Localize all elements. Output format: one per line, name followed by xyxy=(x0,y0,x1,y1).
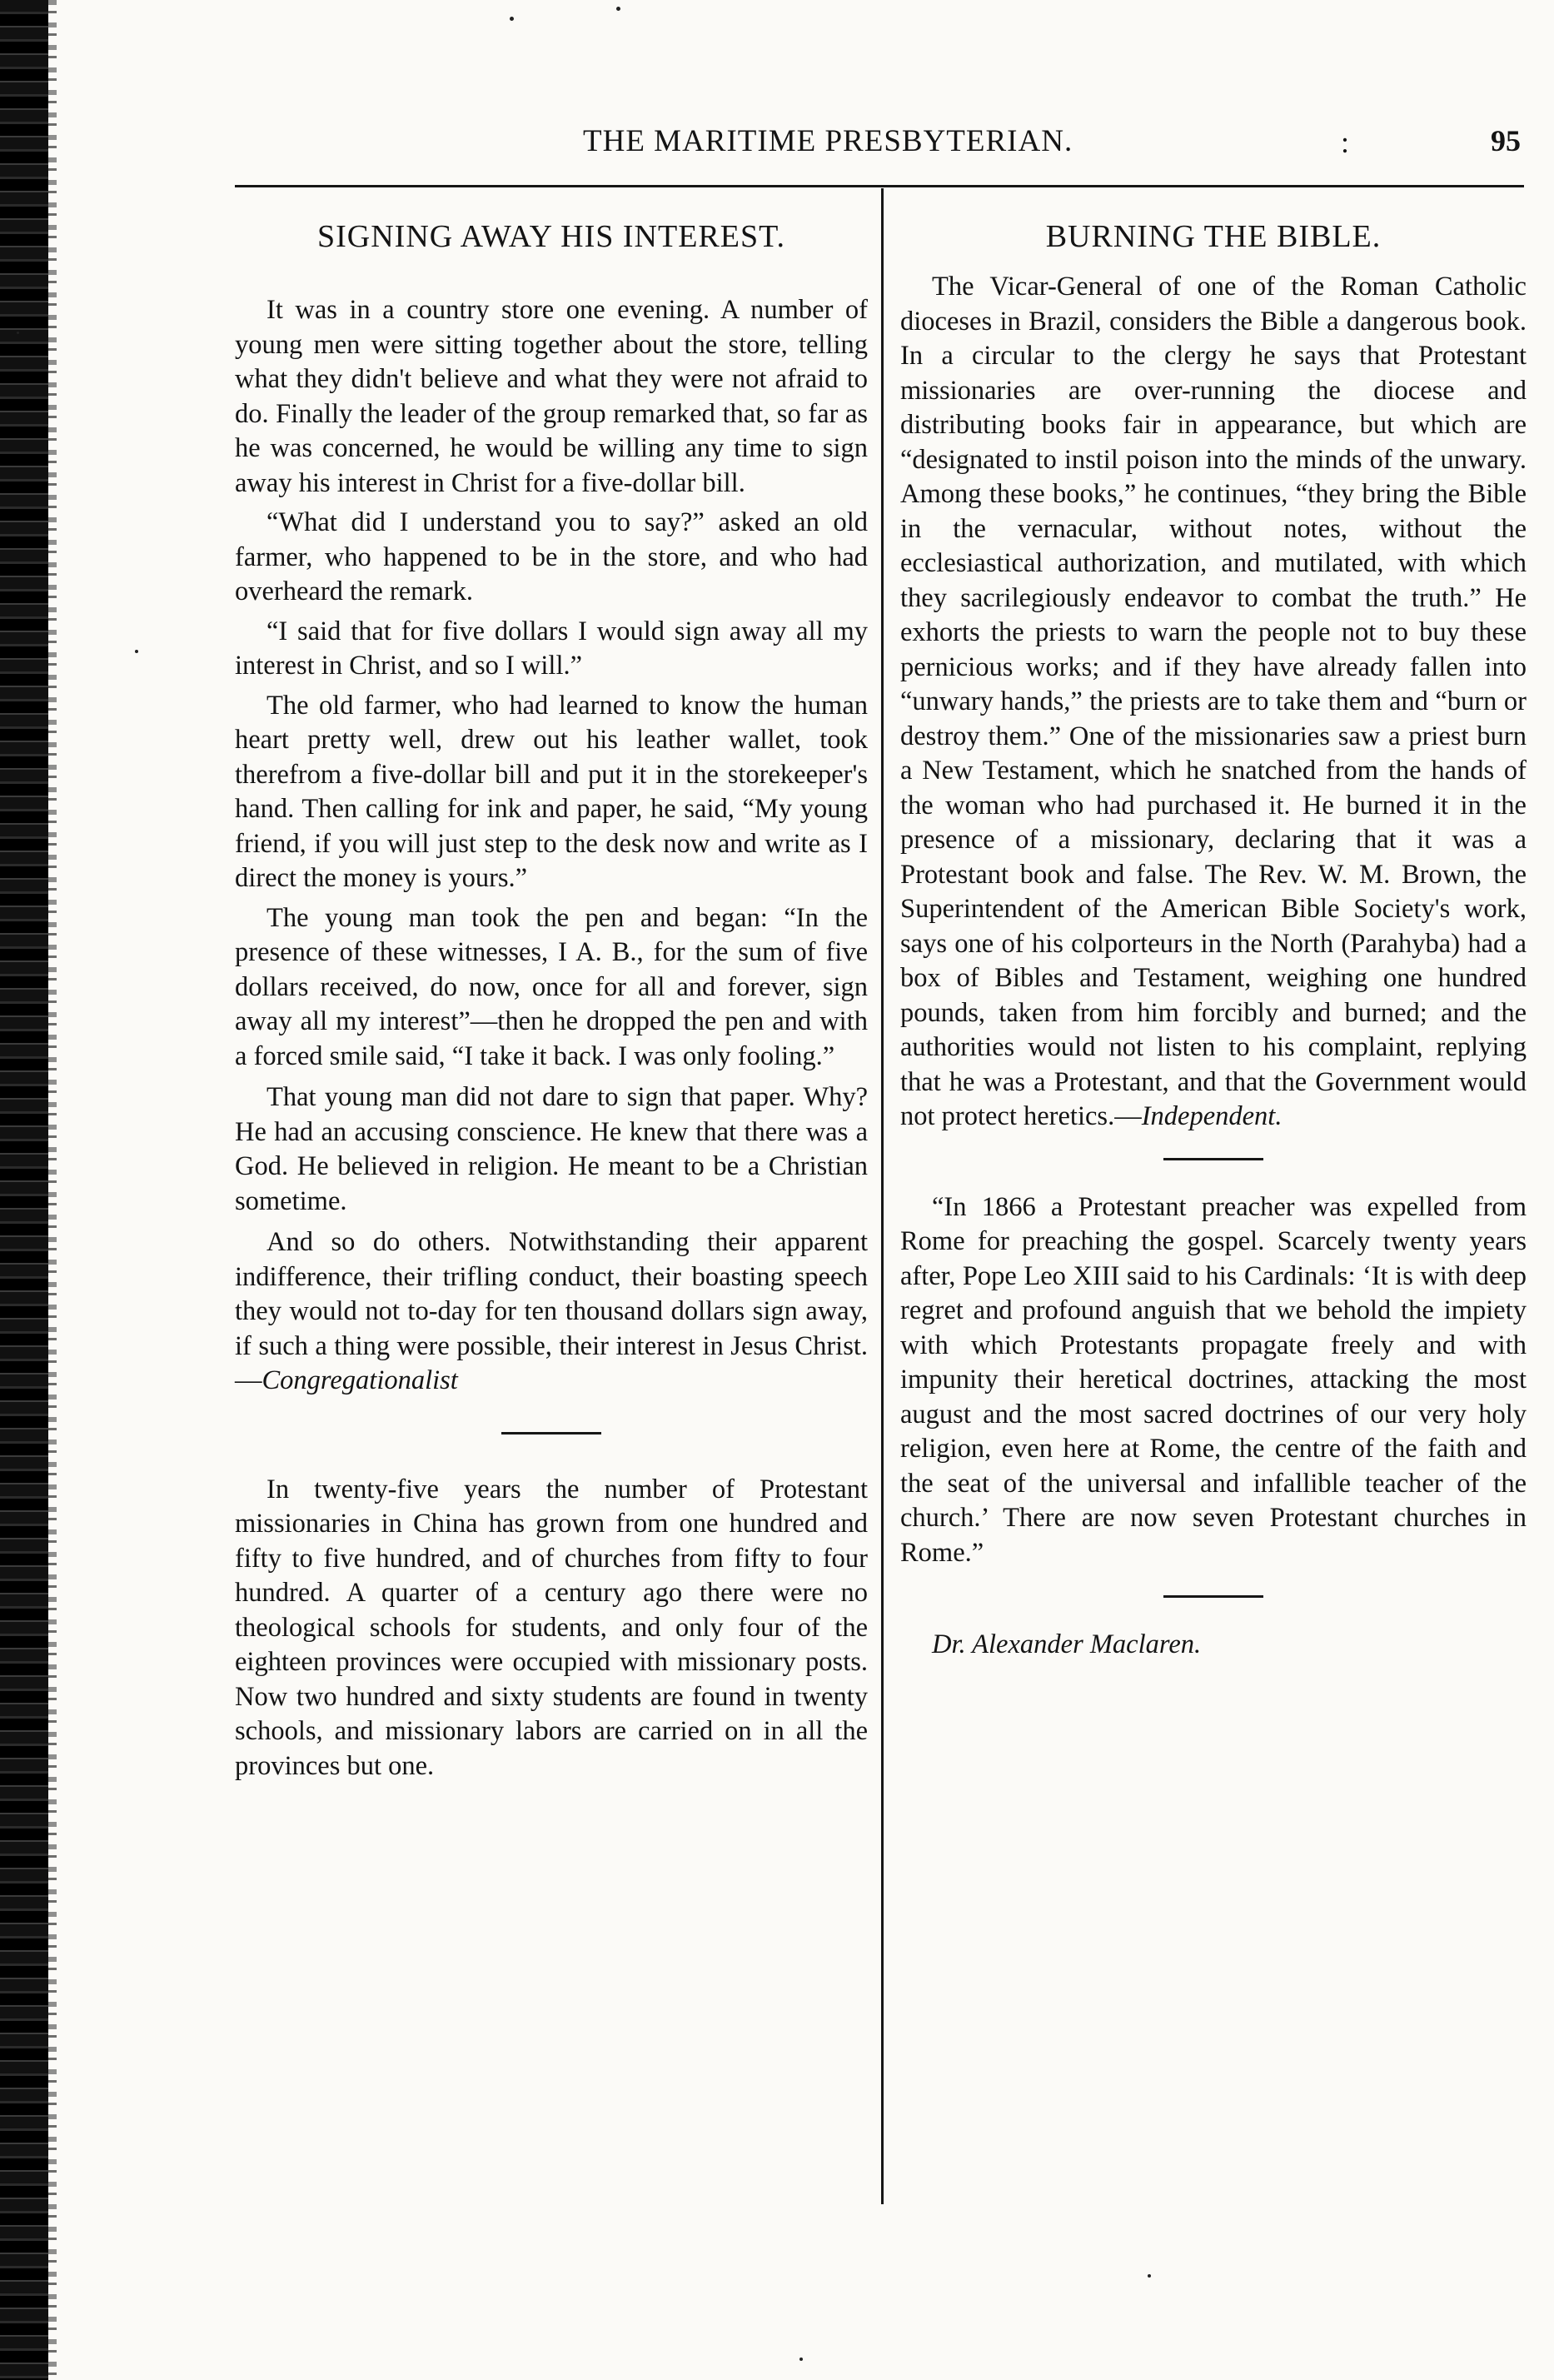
column-rule xyxy=(881,188,884,2204)
article-heading-signing-away: SIGNING AWAY HIS INTEREST. xyxy=(317,219,785,254)
section-divider xyxy=(1163,1595,1263,1598)
print-speck xyxy=(799,2358,803,2361)
rome-paragraph: “In 1866 a Protestant preacher was expelled from Rome for preaching the gospel. Scarcely twenty years after, Pope Leo XIII said to his Cardinals: ‘It is with deep regret and profound anguish that we behold the impiety with which Protestants propagate freely and with impunity their heretical doctrines, attacking the most august and the most sacred doctrines of our very holy religion, even here at Rome, the centre of the faith and the seat of the universal and infallible teacher of the church.’ There are now seven Protestant churches in Rome.” xyxy=(900,1191,1527,1568)
burning-paragraph xyxy=(900,270,1527,1135)
header-rule xyxy=(235,185,1524,187)
love-paragraph xyxy=(900,1628,1527,1663)
publication-title: THE MARITIME PRESBYTERIAN. xyxy=(583,124,1073,158)
header-separator: : xyxy=(1341,126,1350,159)
paragraph: The old farmer, who had learned to know the human heart pretty well, drew out his leather wallet, took therefrom a five-dollar bill and put it in the storekeeper's hand. Then calling for ink and paper, he said, “My young friend, if you will just step to the desk now and write as I direct the money is yours.” xyxy=(235,690,868,893)
running-header xyxy=(233,123,1532,170)
right-column xyxy=(900,218,1527,1668)
article-heading-burning-bible: BURNING THE BIBLE. xyxy=(1045,219,1382,254)
missions-paragraph: In twenty-five years the number of Protestant missionaries in China has grown from one hundred and fifty to five hundred, and of churches from fifty to four hundred. A quarter of a century ago there were no theological schools for students, and only four of the eighteen provinces were occupied with missionary posts. Now two hundred and sixty students are found in twenty schools, and missionary labors are carried on in all the provinces but one. xyxy=(235,1474,868,1781)
paragraph: That young man did not dare to sign that paper. Why? He had an accusing conscience. He knew that there was a God. He believed in religion. He meant to be a Christian sometime. xyxy=(235,1082,868,1216)
paragraph: “I said that for five dollars I would sign away all my interest in Christ, and so I will.” xyxy=(235,616,868,681)
paragraph: It was in a country store one evening. A number of young men were sitting together about the store, telling what they didn't believe and what they were not afraid to do. Finally the leader of the group remarked that, so far as he was concerned, he would be willing any time to sign away his interest in Christ for a five-dollar bill. xyxy=(235,295,868,498)
closing-paragraph xyxy=(235,1225,868,1399)
source-attribution: Independent. xyxy=(1141,1101,1283,1131)
closing-text: And so do others. Notwithstanding their apparent indifference, their trifling conduct, their boasting speech they would not to-day for ten thousand dollars sign away, if such a thing were possible, their interest in Jesus Christ.— xyxy=(235,1227,868,1395)
paragraph: The young man took the pen and began: “In the presence of these witnesses, I A. B., for the sum of five dollars received, do now, once for all and forever, sign away all my interest”—then he dropped the pen and with a forced smile said, “I take it back. I was only fooling.” xyxy=(235,902,868,1071)
source-attribution: Congregationalist xyxy=(261,1365,458,1395)
print-speck xyxy=(17,332,19,334)
spine-shadow xyxy=(48,0,57,2380)
source-attribution: Dr. Alexander Maclaren. xyxy=(932,1629,1202,1659)
book-spine-edge xyxy=(0,0,48,2380)
print-speck xyxy=(510,17,514,21)
paragraph: “What did I understand you to say?” asked an old farmer, who happened to be in the store, and who had overheard the remark. xyxy=(235,507,868,606)
section-divider xyxy=(1163,1158,1263,1160)
print-speck xyxy=(1148,2274,1151,2278)
page-number: 95 xyxy=(1491,124,1521,157)
print-speck xyxy=(135,650,138,653)
left-column xyxy=(235,218,868,1789)
burning-text: The Vicar-General of one of the Roman Catholic dioceses in Brazil, considers the Bible a dangerous book. In a circular to the clergy he says that Protestant missionaries are over-running the diocese and distributing books fair in appearance, but which are “designated to instil poison into the minds of the unwary. Among these books,” he continues, “they bring the Bible in the vernacular, without notes, without the ecclesiastical authorization, and mutilated, with which they sacrilegiously endeavor to combat the truth.” He exhorts the priests to warn the people not to buy these pernicious works; and if they have already fallen into “unwary hands,” the priests are to take them and “burn or destroy them.” One of the missionaries saw a priest burn a New Testament, which he snatched from the hands of the woman who had purchased it. He burned it in the presence of a missionary, declaring that it was a Protestant book and false. The Rev. W. M. Brown, the Superintendent of the American Bible Society's work, says one of his colporteurs in the North (Parahyba) had a box of Bibles and Testament, weighing one hundred pounds, taken from him forcibly and burned; and the authorities would not listen to his complaint, replying that he was a Protestant, and that the Government would not protect heretics.— xyxy=(900,272,1527,1131)
section-divider xyxy=(501,1432,601,1434)
print-speck xyxy=(616,7,620,11)
